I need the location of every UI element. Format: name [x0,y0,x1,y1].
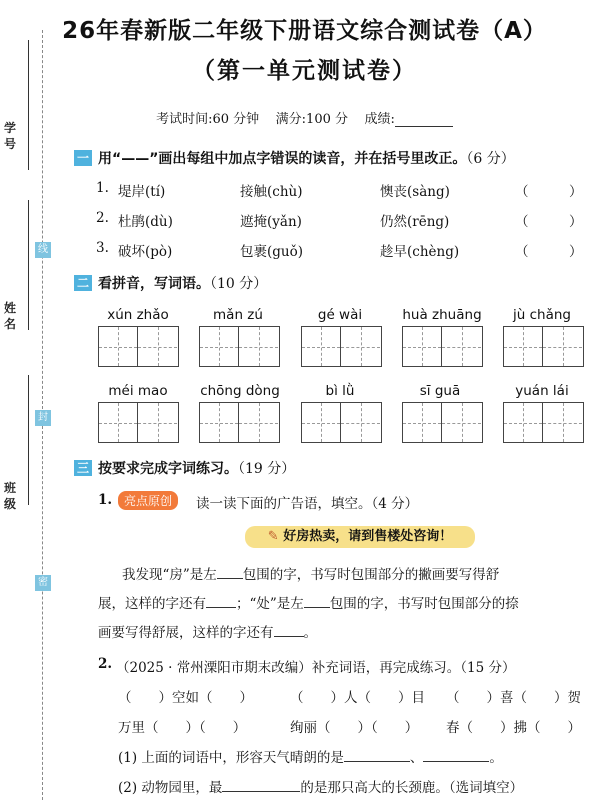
fill-blank[interactable] [217,564,243,579]
word-fill[interactable]: 绚丽（ ）（ ） [290,720,419,736]
fill-blank[interactable] [304,593,330,608]
exam-full-score: 满分:100 分 [275,112,348,127]
item-a[interactable]: 堤岸(tí) [118,184,166,200]
item-c[interactable]: 趁早(chèng) [380,244,460,260]
writing-grid[interactable] [503,402,584,443]
section1-title: 用“——”画出每组中加点字错误的读音，并在括号里改正。（6 分） [98,151,515,167]
writing-grid[interactable] [98,326,179,367]
writing-grid[interactable] [98,402,179,443]
fill-blank[interactable] [423,747,489,762]
item-a[interactable]: 杜鹃(dù) [118,214,173,230]
original-badge: 亮点原创 [118,491,178,510]
banji-label: 班级 [4,481,17,511]
item-b[interactable]: 包裹(guǒ) [240,244,303,260]
section3-title: 按要求完成字词练习。（19 分） [98,461,296,477]
item-a[interactable]: 破坏(pò) [118,244,173,260]
item-b[interactable]: 接触(chù) [240,184,303,200]
pinyin-label: xún zhǎo [107,307,169,323]
xingming-blank [28,200,29,330]
writing-grid[interactable] [402,326,483,367]
pinyin-label: yuán lái [515,383,569,399]
word-fill[interactable]: （ ）喜（ ）贺 [446,690,581,706]
pinyin-label: huà zhuāng [402,307,482,323]
answer-paren[interactable]: （ ） [515,184,583,200]
score-blank[interactable] [395,114,453,127]
pinyin-label: bì lǜ [325,383,355,399]
fill-blank[interactable] [344,747,410,762]
pencil-icon: ✎ [267,529,279,544]
binding-tag-mi: 密 [35,575,51,591]
exam-score-label: 成绩: [364,112,395,127]
exam-time: 考试时间:60 分钟 [156,112,260,127]
word-fill[interactable]: 春（ ）拂（ ） [446,720,581,736]
pinyin-label: jù chǎng [513,307,571,323]
writing-grid[interactable] [402,402,483,443]
section1-number: 一 [74,150,92,166]
word-fill[interactable]: （ ）空如（ ） [118,690,253,706]
exam-info [0,108,609,127]
item-c[interactable]: 懊丧(sàng) [380,184,450,200]
pinyin-label: méi mao [108,383,168,399]
writing-grid[interactable] [301,402,382,443]
pinyin-label: mǎn zú [213,307,263,323]
sub-question-1: (1) 上面的词语中，形容天气晴朗的是 、 。 [118,746,503,766]
page-subtitle: （第一单元测试卷） [192,58,417,84]
xingming-label: 姓名 [4,301,17,331]
word-fill[interactable]: 万里（ ）（ ） [118,720,247,736]
pinyin-label: gé wài [317,307,363,323]
item-c[interactable]: 仍然(rēng) [380,214,450,230]
binding-tag-xian: 线 [35,242,51,258]
word-fill[interactable]: （ ）人（ ）目 [290,690,425,706]
fill-blank[interactable] [206,593,236,608]
q1-paragraph: 我发现“房”是左 包围的字，书写时包围部分的撇画要写得舒 展，这样的字还有 ；“处”是左 包围的字，书写时包围部分的捺 画要写得舒展，这样的字还有 。 [98,561,586,648]
answer-paren[interactable]: （ ） [515,244,583,260]
ad-banner [245,526,475,548]
writing-grid[interactable] [503,326,584,367]
fill-blank[interactable] [222,777,300,792]
item-b[interactable]: 遮掩(yǎn) [240,214,302,230]
fill-blank[interactable] [274,622,304,637]
binding-tag-feng: 封 [35,410,51,426]
pinyin-label: sī guā [419,383,461,399]
pinyin-label: chōng dòng [200,383,280,399]
section2-number: 二 [74,275,92,291]
q2-index: 2. [98,656,113,672]
page-title: 26年春新版二年级下册语文综合测试卷（A） [62,18,547,44]
banji-blank [28,375,29,505]
section2-title: 看拼音，写词语。（10 分） [98,276,268,292]
writing-grid[interactable] [199,402,280,443]
q1-text: 读一读下面的广告语，填空。（4 分） [196,496,419,512]
row-index: 1. [96,180,109,196]
q1-index: 1. [98,492,113,508]
ad-text: 好房热卖，请到售楼处咨询！ [283,529,453,544]
row-index: 2. [96,210,109,226]
xuehao-label: 学号 [4,121,17,151]
section3-number: 三 [74,460,92,476]
writing-grid[interactable] [199,326,280,367]
row-index: 3. [96,240,109,256]
writing-grid[interactable] [301,326,382,367]
answer-paren[interactable]: （ ） [515,214,583,230]
sub-question-2: (2) 动物园里，最 的是那只高大的长颈鹿。（选词填空） [118,776,523,796]
q2-text: （2025 · 常州溧阳市期末改编）补充词语，再完成练习。（15 分） [116,660,516,676]
